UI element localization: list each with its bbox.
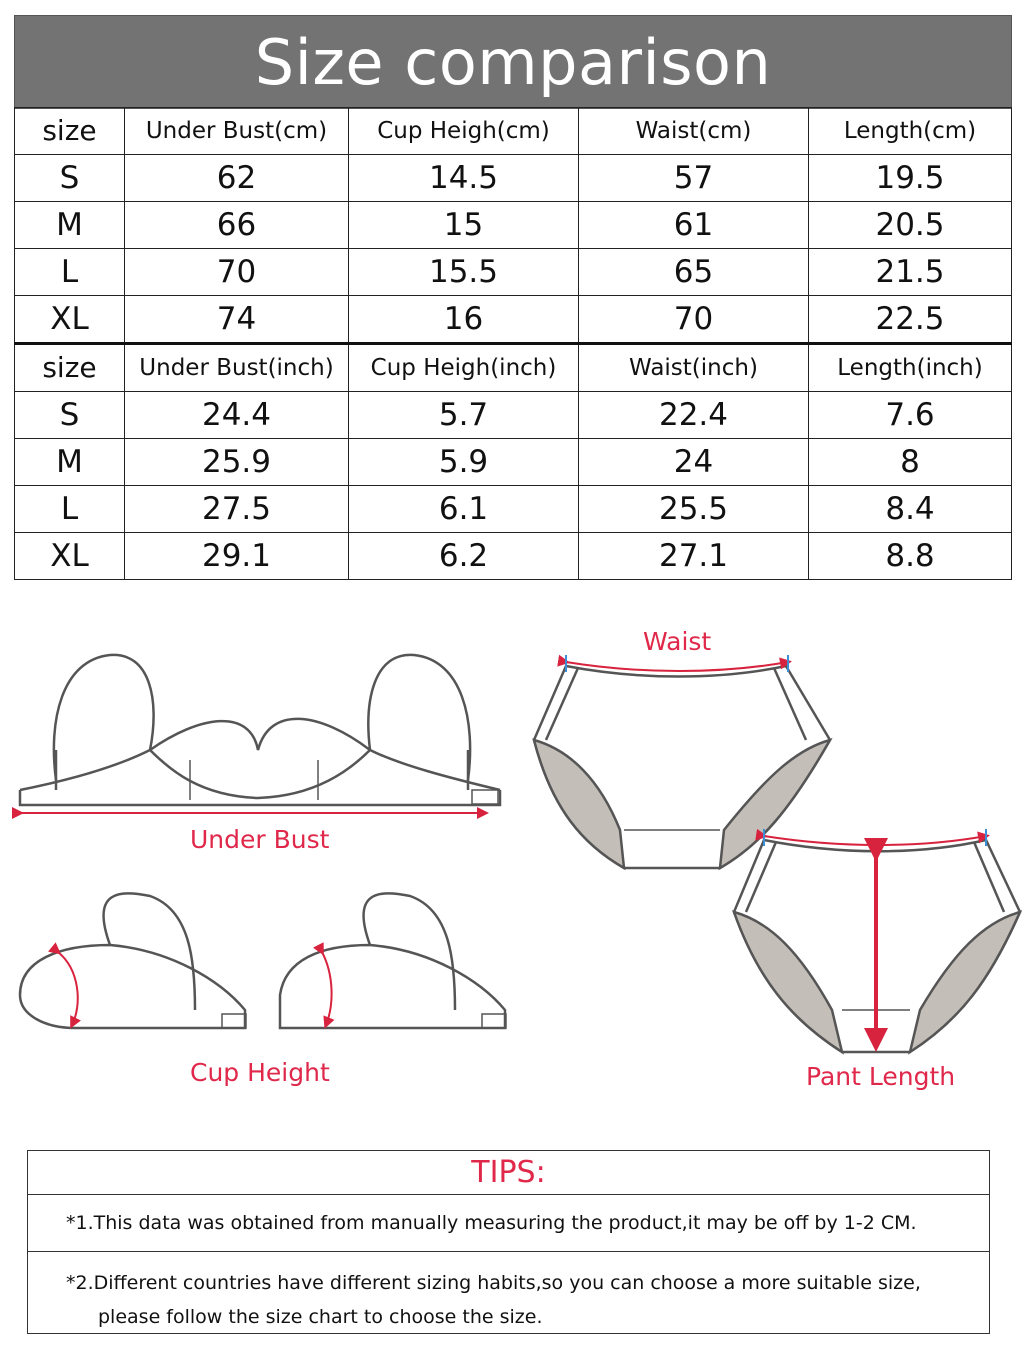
table-header-cell: Cup Heigh(inch) — [349, 344, 579, 392]
tips-box — [27, 1150, 990, 1334]
table-cell: 8 — [809, 439, 1012, 486]
table-cell: 15.5 — [349, 249, 579, 296]
table-header-cell: Cup Heigh(cm) — [349, 108, 579, 155]
table-cell: 24.4 — [125, 392, 349, 439]
pant-waist-arrow — [764, 836, 986, 845]
table-cell: 70 — [125, 249, 349, 296]
table-cell: 6.2 — [349, 533, 579, 580]
size-table — [14, 107, 1012, 580]
table-cell: M — [15, 439, 125, 486]
tip-1-text: *1.This data was obtained from manually measuring the product,it may be off by 1-2 CM. — [66, 1212, 917, 1234]
table-row — [15, 202, 1012, 249]
table-row — [15, 392, 1012, 439]
table-cell: 62 — [125, 155, 349, 202]
table-header-cell: size — [15, 344, 125, 392]
table-row — [15, 155, 1012, 202]
table-header-cell: Waist(inch) — [579, 344, 809, 392]
bra-front-illustration — [20, 655, 500, 805]
table-cell: XL — [15, 296, 125, 344]
cup-height-arrow-right — [322, 952, 332, 1025]
table-cell: 19.5 — [809, 155, 1012, 202]
table-cell: 8.4 — [809, 486, 1012, 533]
table-cell: 24 — [579, 439, 809, 486]
pant-length-label: Pant Length — [806, 1062, 956, 1091]
table-cell: 61 — [579, 202, 809, 249]
title-banner — [14, 15, 1012, 109]
table-cell: 21.5 — [809, 249, 1012, 296]
cup-height-label: Cup Height — [190, 1058, 330, 1087]
table-header-cell: Length(inch) — [809, 344, 1012, 392]
table-cell: 27.1 — [579, 533, 809, 580]
table-cell: 15 — [349, 202, 579, 249]
table-header-cell: Waist(cm) — [579, 108, 809, 155]
table-cell: 8.8 — [809, 533, 1012, 580]
table-cell: 29.1 — [125, 533, 349, 580]
waist-label: Waist — [643, 627, 712, 656]
table-cell: M — [15, 202, 125, 249]
table-cell: 25.9 — [125, 439, 349, 486]
table-header-cell: size — [15, 108, 125, 155]
table-cell: 74 — [125, 296, 349, 344]
table-cell: 65 — [579, 249, 809, 296]
table-cell: 7.6 — [809, 392, 1012, 439]
tip-1 — [28, 1195, 989, 1252]
table-cell: S — [15, 155, 125, 202]
waist-arrow — [566, 662, 788, 671]
table-cell: 70 — [579, 296, 809, 344]
table-header-cell: Under Bust(cm) — [125, 108, 349, 155]
table-cell: 27.5 — [125, 486, 349, 533]
table-row — [15, 486, 1012, 533]
table-header-cell: Length(cm) — [809, 108, 1012, 155]
tip-2 — [28, 1252, 989, 1334]
bra-side-illustration-right — [280, 893, 506, 1028]
under-bust-label: Under Bust — [190, 825, 330, 854]
table-cell: 5.9 — [349, 439, 579, 486]
tip-2-line-1: *2.Different countries have different sizing habits,so you can choose a more suitable size, — [66, 1272, 921, 1294]
table-cell: 14.5 — [349, 155, 579, 202]
bra-side-illustration-left — [20, 893, 246, 1028]
tips-title: TIPS: — [28, 1151, 989, 1195]
diagram-illustrations — [0, 600, 1024, 1120]
table-cell: 20.5 — [809, 202, 1012, 249]
table-cell: XL — [15, 533, 125, 580]
table-cell: L — [15, 249, 125, 296]
table-cell: 25.5 — [579, 486, 809, 533]
table-header-cell: Under Bust(inch) — [125, 344, 349, 392]
table-cell: 16 — [349, 296, 579, 344]
cm-header-row — [15, 108, 1012, 155]
table-cell: 22.5 — [809, 296, 1012, 344]
table-cell: 57 — [579, 155, 809, 202]
table-cell: 22.4 — [579, 392, 809, 439]
page-title: Size comparison — [254, 25, 772, 99]
table-cell: 66 — [125, 202, 349, 249]
table-row — [15, 249, 1012, 296]
tip-2-line-2: please follow the size chart to choose the size. — [98, 1306, 543, 1328]
table-row — [15, 439, 1012, 486]
cup-height-arrow-left — [58, 952, 78, 1025]
pant-waist-illustration — [534, 666, 830, 868]
table-cell: 5.7 — [349, 392, 579, 439]
measurement-diagrams — [0, 600, 1024, 1120]
inch-header-row — [15, 344, 1012, 392]
table-cell: L — [15, 486, 125, 533]
table-row — [15, 296, 1012, 344]
table-row — [15, 533, 1012, 580]
table-cell: 6.1 — [349, 486, 579, 533]
table-cell: S — [15, 392, 125, 439]
